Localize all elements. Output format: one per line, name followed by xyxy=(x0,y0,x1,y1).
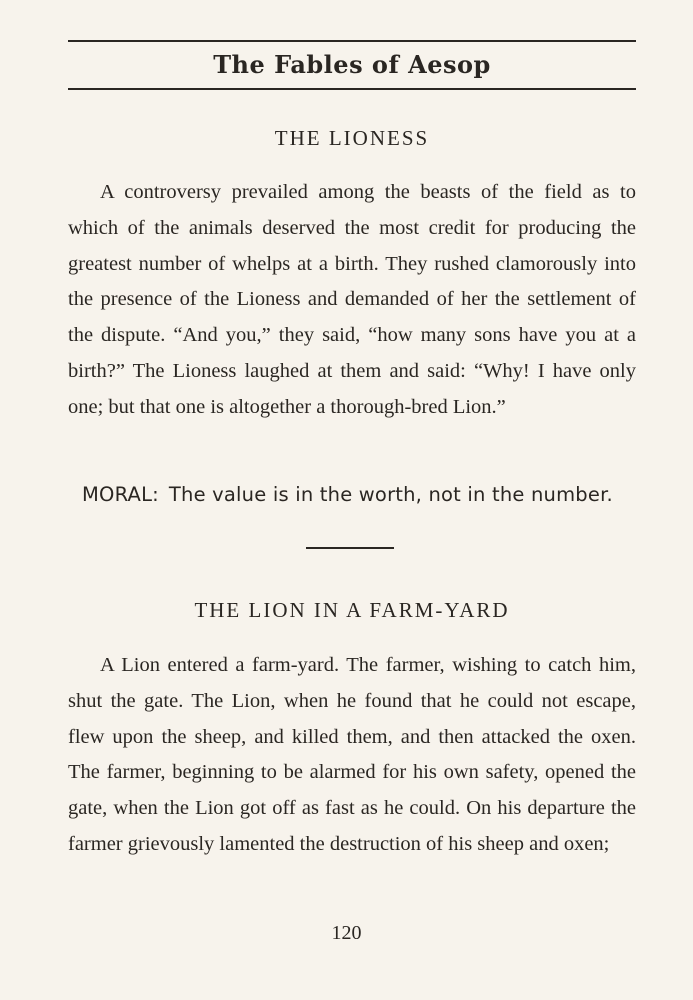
fable-text-lion-farm-yard: A Lion entered a farm-yard. The farmer, wishing to catch him, shut the gate. The Lion, when he found that he could not escape, flew upon the sheep, and killed them, and then attacked the oxen. The farmer, beginning to be alarmed for his own safety, opened the gate, when the Lion got off as fast as he could. On his departure the farmer grievously lamented the destruction of his sheep and oxen; xyxy=(68,654,636,855)
moral-text: The value is in the worth, not in the number. xyxy=(168,483,613,506)
fable-title-lion-farm-yard: THE LION IN A FARM-YARD xyxy=(194,598,510,622)
section-divider xyxy=(306,547,394,549)
header-rule-top xyxy=(68,40,636,42)
page-number: 120 xyxy=(331,922,362,944)
fable-moral xyxy=(82,483,642,506)
fable-title-lioness: THE LIONESS xyxy=(274,126,430,150)
moral-label: MORAL: xyxy=(82,483,159,506)
header-rule-bottom xyxy=(68,88,636,90)
fable-text-lioness: A controversy prevailed among the beasts of the field as to which of the animals deserved the most credit for producing the greatest number of whelps at a birth. They rushed clamorously into the presence of the Lioness and demanded of her the settlement of the dispute. “And you,” they said, “how many sons have you at a birth?” The Lioness laughed at them and said: “Why! I have only one; but that one is altogether a thorough-bred Lion.” xyxy=(68,181,636,418)
running-header-title: The Fables of Aesop xyxy=(213,50,491,79)
